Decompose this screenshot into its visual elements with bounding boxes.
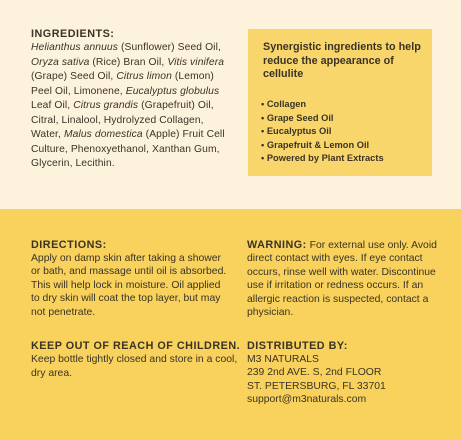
benefit-item: • Powered by Plant Extracts bbox=[261, 152, 384, 166]
ingredients-list bbox=[31, 42, 225, 169]
benefit-item: • Eucalyptus Oil bbox=[261, 125, 384, 139]
benefit-item: • Grape Seed Oil bbox=[261, 112, 384, 126]
ingredient-botanical-name: Oryza sativa bbox=[31, 56, 90, 68]
ingredients-heading: INGREDIENTS: bbox=[31, 28, 115, 40]
ingredient-botanical-name: Helianthus annuus bbox=[31, 42, 118, 53]
directions-heading: DIRECTIONS: bbox=[31, 239, 107, 251]
ingredient-botanical-name: Vitis vinifera bbox=[167, 56, 225, 68]
ingredient-text: (Sunflower) Seed Oil, bbox=[118, 42, 221, 53]
directions-text: Apply on damp skin after taking a shower or bath, and massage until oil is absorbed. This will help lock in moisture. Oil applied to dry skin will coat the top layer, but may not penetrate. bbox=[31, 253, 227, 318]
distributor-city: ST. PETERSBURG, FL 33701 bbox=[247, 380, 386, 392]
benefit-item: • Collagen bbox=[261, 98, 384, 112]
ingredient-botanical-name: Citrus grandis bbox=[73, 100, 139, 111]
distributor-email: support@m3naturals.com bbox=[247, 394, 367, 406]
warning-heading: WARNING: bbox=[247, 239, 307, 251]
keep-out-text: Keep bottle tightly closed and store in a cool, dry area. bbox=[31, 354, 238, 379]
ingredient-text: (Apple) Fruit Cell Culture, Phenoxyethanol, Xanthan Gum, Glycerin, Lecithin. bbox=[31, 129, 225, 169]
ingredient-botanical-name: Eucalyptus globulus bbox=[125, 85, 220, 97]
distributed-section bbox=[247, 340, 447, 407]
distributor-name: M3 NATURALS bbox=[247, 354, 319, 365]
ingredient-text: (Grape) Seed Oil, bbox=[31, 71, 117, 82]
ingredient-botanical-name: Malus domestica bbox=[63, 129, 143, 140]
warning-text: For external use only. Avoid direct contact with eyes. If eye contact occurs, rinse well with water. Discontinue use if irritation or redness occurs. If an allergic reaction is suspected, contact a physician. bbox=[247, 240, 437, 319]
benefits-list bbox=[261, 98, 384, 166]
distributor-street: 239 2nd AVE. S, 2nd FLOOR bbox=[247, 367, 382, 379]
ingredients-section bbox=[31, 28, 231, 172]
benefits-box bbox=[248, 29, 432, 176]
ingredient-text: (Lemon) Peel Oil, Limonene, bbox=[31, 71, 214, 97]
keep-out-section bbox=[31, 340, 241, 380]
ingredient-botanical-name: Citrus limon bbox=[116, 71, 172, 82]
keep-out-heading: KEEP OUT OF REACH OF CHILDREN. bbox=[31, 340, 241, 352]
benefit-item: • Grapefruit & Lemon Oil bbox=[261, 139, 384, 153]
benefits-title: Synergistic ingredients to help reduce the appearance of cellulite bbox=[263, 41, 421, 81]
ingredient-text: Leaf Oil, bbox=[31, 100, 74, 111]
directions-section bbox=[31, 239, 231, 319]
warning-section bbox=[247, 239, 437, 319]
ingredient-text: (Grapefruit) Oil, Citral, Linalool, Hydrolyzed Collagen, Water, bbox=[31, 100, 214, 140]
ingredient-text: (Rice) Bran Oil, bbox=[89, 56, 168, 68]
distributed-heading: DISTRIBUTED BY: bbox=[247, 340, 348, 352]
